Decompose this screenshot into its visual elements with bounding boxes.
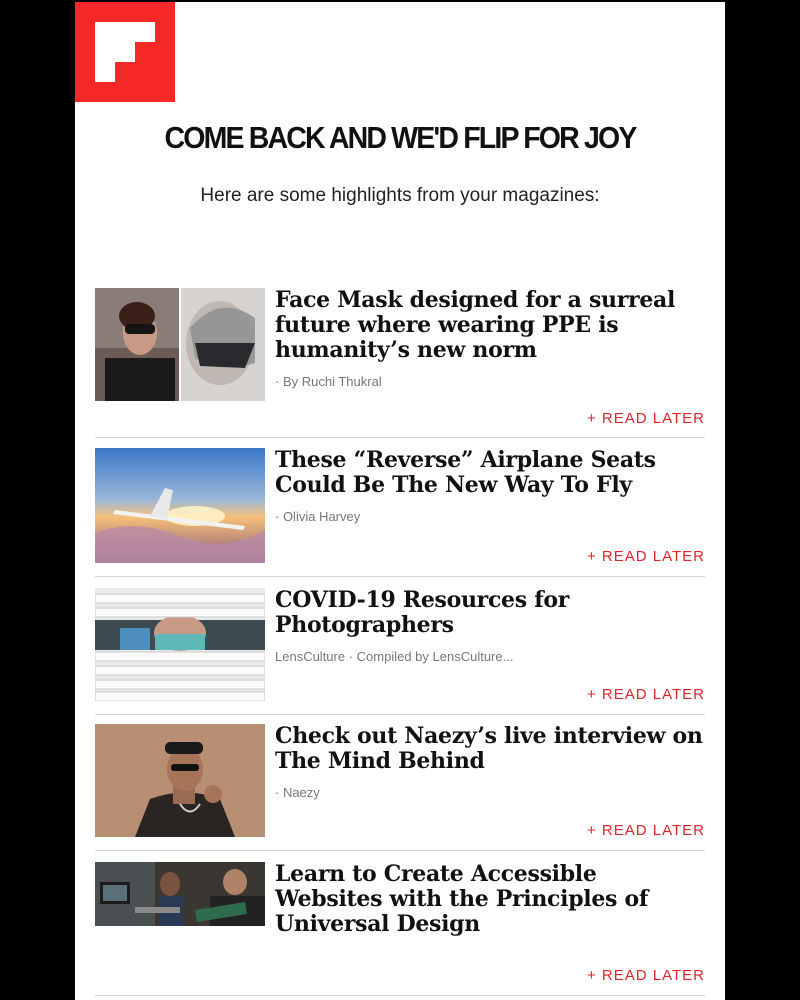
article-item <box>95 724 705 850</box>
divider <box>95 576 705 577</box>
article-byline: · Olivia Harvey <box>275 509 361 524</box>
divider <box>95 850 705 851</box>
article-thumbnail[interactable] <box>95 448 265 563</box>
read-later-button[interactable]: + READ LATER <box>586 686 705 703</box>
article-byline: · Naezy <box>275 785 320 800</box>
article-thumbnail[interactable] <box>95 288 265 401</box>
divider <box>95 714 705 715</box>
article-title[interactable]: Check out Naezy’s live interview on The Mind Behind <box>275 723 703 774</box>
article-item <box>95 288 705 438</box>
read-later-button[interactable]: + READ LATER <box>586 822 705 839</box>
flipboard-logo-icon <box>75 2 175 102</box>
read-later-button[interactable]: + READ LATER <box>586 410 705 427</box>
article-thumbnail[interactable] <box>95 724 265 837</box>
article-byline: LensCulture · Compiled by LensCulture... <box>275 649 514 664</box>
article-item <box>95 588 705 714</box>
read-later-button[interactable]: + READ LATER <box>586 967 705 984</box>
read-later-button[interactable]: + READ LATER <box>586 548 705 565</box>
flipboard-logo[interactable] <box>75 2 175 102</box>
email-card <box>75 2 725 1000</box>
article-thumbnail[interactable] <box>95 588 265 701</box>
article-title[interactable]: Learn to Create Accessible Websites with the Principles of Universal Design <box>275 861 649 937</box>
divider <box>95 995 705 996</box>
article-title[interactable]: Face Mask designed for a surreal future where wearing PPE is humanity’s new norm <box>275 287 676 363</box>
divider <box>95 437 705 438</box>
article-title[interactable]: COVID-19 Resources for Photographers <box>275 587 570 638</box>
article-item <box>95 862 705 998</box>
article-title[interactable]: These “Reverse” Airplane Seats Could Be The New Way To Fly <box>275 447 656 498</box>
article-thumbnail[interactable] <box>95 862 265 926</box>
page-headline: COME BACK AND WE'D FLIP FOR JOY <box>164 120 636 155</box>
article-item <box>95 448 705 576</box>
article-byline: · By Ruchi Thukral <box>275 374 382 389</box>
page-subhead: Here are some highlights from your magazines: <box>200 185 600 206</box>
